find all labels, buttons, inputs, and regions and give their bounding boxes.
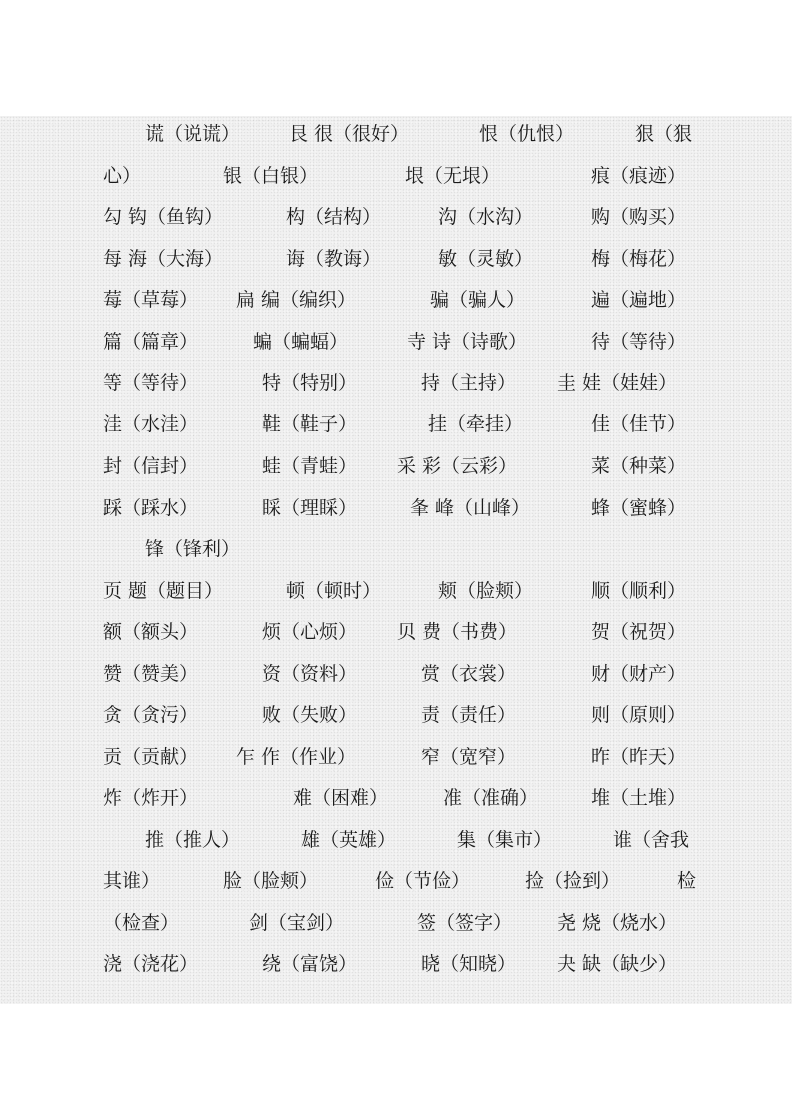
word-entry: 检 (677, 870, 697, 892)
word-entry: 恨（仇恨） (479, 123, 575, 145)
word-entry: 寺 诗（诗歌） (407, 331, 528, 353)
word-entry: 浇（浇花） (103, 953, 199, 975)
word-entry: 贝 费（书费） (397, 621, 518, 643)
word-entry: 推（推人） (145, 829, 241, 851)
text-line (103, 202, 703, 232)
word-entry: 银（白银） (223, 165, 319, 187)
word-entry: 鞋（鞋子） (262, 413, 358, 435)
word-entry: 败（失败） (262, 704, 358, 726)
word-entry: 莓（草莓） (103, 289, 199, 311)
word-entry: 晓（知晓） (421, 953, 517, 975)
word-entry: 敏（灵敏） (438, 248, 534, 270)
word-entry: 痕（痕迹） (591, 165, 687, 187)
word-entry: 炸（炸开） (103, 787, 199, 809)
word-entry: 每 海（大海） (103, 248, 224, 270)
word-entry: 贺（祝贺） (591, 621, 687, 643)
word-entry: 勾 钩（鱼钩） (103, 206, 224, 228)
word-entry: 诲（教诲） (286, 248, 382, 270)
word-entry: 财（财产） (591, 663, 687, 685)
word-entry: 乍 作（作业） (236, 746, 357, 768)
word-entry: 洼（水洼） (103, 413, 199, 435)
word-entry: 顺（顺利） (591, 580, 687, 602)
word-entry: 特（特别） (262, 372, 358, 394)
word-entry: 难（困难） (293, 787, 389, 809)
text-line (103, 825, 703, 855)
word-entry: 资（资料） (262, 663, 358, 685)
word-entry: 雄（英雄） (301, 829, 397, 851)
word-entry: （检查） (103, 912, 180, 934)
text-line (103, 783, 703, 813)
text-line (103, 742, 703, 772)
word-entry: 谎（说谎） (145, 123, 241, 145)
word-entry: 准（准确） (443, 787, 539, 809)
word-entry: 持（主持） (421, 372, 517, 394)
word-entry: 狠（狠 (635, 123, 693, 145)
word-entry: 谁（舍我 (613, 829, 690, 851)
word-entry: 夬 缺（缺少） (557, 953, 678, 975)
word-entry: 其谁） (103, 870, 161, 892)
document-page (0, 116, 792, 1004)
word-entry: 蜂（蜜蜂） (591, 497, 687, 519)
word-entry: 页 题（题目） (103, 580, 224, 602)
word-entry: 封（信封） (103, 455, 199, 477)
text-line (103, 617, 703, 647)
word-entry: 圭 娃（娃娃） (557, 372, 678, 394)
word-entry: 集（集市） (457, 829, 553, 851)
word-entry: 颊（脸颊） (438, 580, 534, 602)
text-line (103, 493, 703, 523)
word-entry: 待（等待） (591, 331, 687, 353)
word-entry: 垠（无垠） (405, 165, 501, 187)
text-line (103, 576, 703, 606)
word-entry: 心） (103, 165, 142, 187)
word-entry: 堆（土堆） (591, 787, 687, 809)
word-entry: 购（购买） (591, 206, 687, 228)
word-entry: 绕（富饶） (262, 953, 358, 975)
character-list (103, 116, 703, 1004)
word-entry: 菜（种菜） (591, 455, 687, 477)
word-entry: 贡（贡献） (103, 746, 199, 768)
text-line (103, 908, 703, 938)
word-entry: 烦（心烦） (262, 621, 358, 643)
word-entry: 睬（理睬） (262, 497, 358, 519)
word-entry: 蛙（青蛙） (262, 455, 358, 477)
word-entry: 顿（顿时） (286, 580, 382, 602)
word-entry: 责（责任） (421, 704, 517, 726)
text-line (103, 285, 703, 315)
word-entry: 扁 编（编织） (236, 289, 357, 311)
word-entry: 艮 很（很好） (289, 123, 410, 145)
text-line (103, 949, 703, 979)
word-entry: 夆 峰（山峰） (410, 497, 531, 519)
word-entry: 赞（赞美） (103, 663, 199, 685)
text-line (103, 368, 703, 398)
word-entry: 踩（踩水） (103, 497, 199, 519)
word-entry: 构（结构） (286, 206, 382, 228)
word-entry: 额（额头） (103, 621, 199, 643)
text-line (103, 161, 703, 191)
word-entry: 挂（牵挂） (428, 413, 524, 435)
word-entry: 昨（昨天） (591, 746, 687, 768)
word-entry: 等（等待） (103, 372, 199, 394)
text-line (103, 534, 703, 564)
word-entry: 窄（宽窄） (421, 746, 517, 768)
text-line (103, 659, 703, 689)
word-entry: 尧 烧（烧水） (557, 912, 678, 934)
word-entry: 赏（衣裳） (421, 663, 517, 685)
word-entry: 俭（节俭） (375, 870, 471, 892)
text-line (103, 119, 703, 149)
text-line (103, 244, 703, 274)
word-entry: 佳（佳节） (591, 413, 687, 435)
word-entry: 剑（宝剑） (249, 912, 345, 934)
word-entry: 沟（水沟） (438, 206, 534, 228)
word-entry: 捡（捡到） (525, 870, 621, 892)
text-line (103, 700, 703, 730)
word-entry: 骗（骗人） (430, 289, 526, 311)
text-line (103, 866, 703, 896)
word-entry: 蝙（蝙蝠） (253, 331, 349, 353)
word-entry: 签（签字） (417, 912, 513, 934)
word-entry: 脸（脸颊） (223, 870, 319, 892)
word-entry: 锋（锋利） (145, 538, 241, 560)
text-line (103, 451, 703, 481)
word-entry: 贪（贪污） (103, 704, 199, 726)
text-line (103, 409, 703, 439)
word-entry: 梅（梅花） (591, 248, 687, 270)
word-entry: 篇（篇章） (103, 331, 199, 353)
text-line (103, 327, 703, 357)
word-entry: 遍（遍地） (591, 289, 687, 311)
word-entry: 则（原则） (591, 704, 687, 726)
word-entry: 采 彩（云彩） (397, 455, 518, 477)
